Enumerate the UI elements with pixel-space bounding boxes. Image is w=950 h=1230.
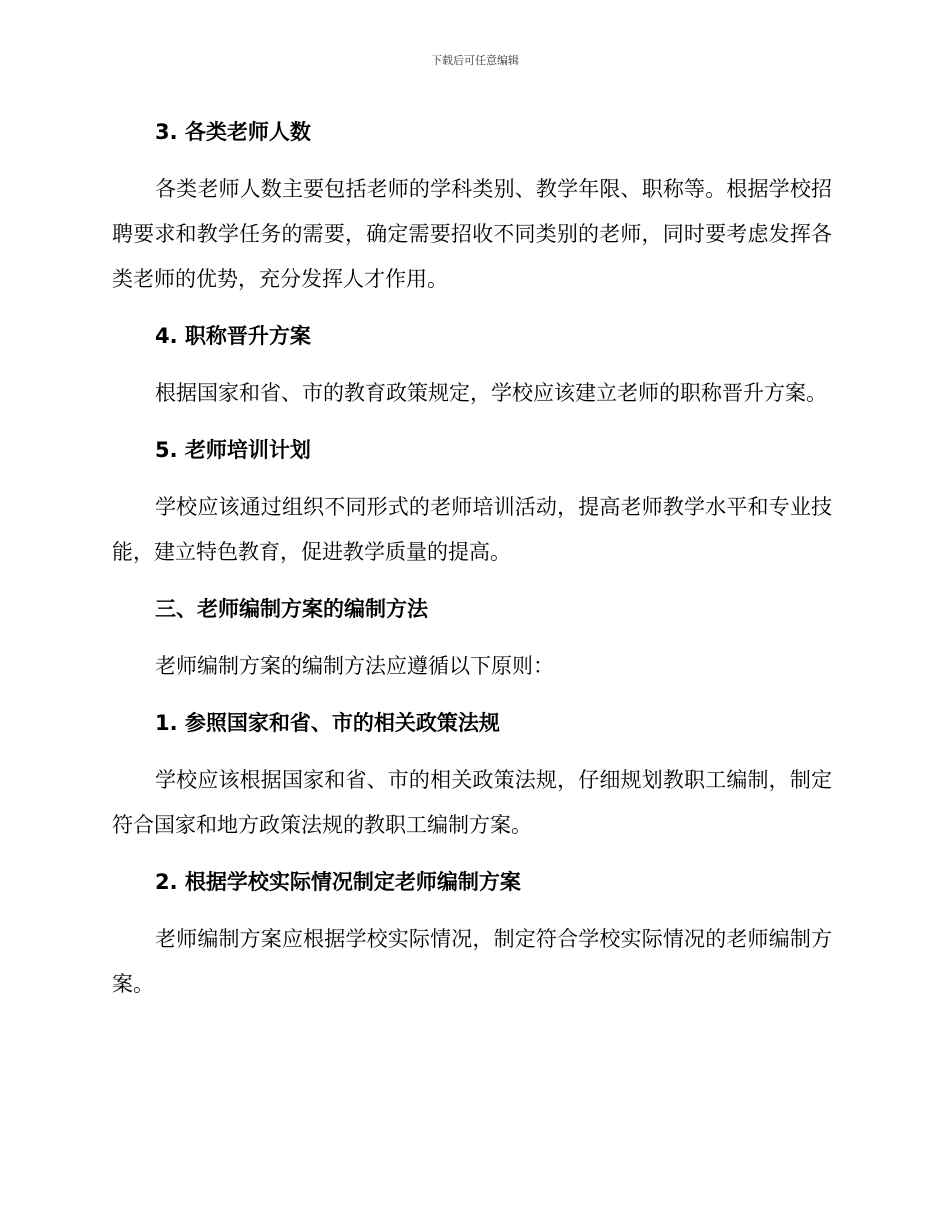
section-heading-school-situation: 2. 根据学校实际情况制定老师编制方案 <box>155 870 521 894</box>
section-heading-training-plan: 5. 老师培训计划 <box>155 438 311 462</box>
section-heading-teacher-counts: 3. 各类老师人数 <box>155 120 311 144</box>
section-heading-title-promotion: 4. 职称晋升方案 <box>155 324 311 348</box>
paragraph-teacher-counts: 各类老师人数主要包括老师的学科类别、教学年限、职称等。根据学校招聘要求和教学任务的需要，确定需要招收不同类别的老师，同时要考虑发挥各类老师的优势，充分发挥人才作用。 <box>112 177 832 291</box>
paragraph-title-promotion: 根据国家和省、市的教育政策规定，学校应该建立老师的职称晋升方案。 <box>155 381 827 405</box>
document-body <box>112 110 832 1019</box>
section-heading-policy-reference: 1. 参照国家和省、市的相关政策法规 <box>155 711 500 735</box>
paragraph-training-plan: 学校应该通过组织不同形式的老师培训活动，提高老师教学水平和专业技能，建立特色教育，促进教学质量的提高。 <box>112 495 832 564</box>
paragraph-policy-reference: 学校应该根据国家和省、市的相关政策法规，仔细规划教职工编制，制定符合国家和地方政策法规的教职工编制方案。 <box>112 768 832 837</box>
section-heading-method: 三、老师编制方案的编制方法 <box>155 597 428 621</box>
paragraph-method-intro: 老师编制方案的编制方法应遵循以下原则： <box>155 654 554 678</box>
page-header-note: 下载后可任意编辑 <box>431 54 519 67</box>
paragraph-school-situation: 老师编制方案应根据学校实际情况，制定符合学校实际情况的老师编制方案。 <box>112 927 832 996</box>
